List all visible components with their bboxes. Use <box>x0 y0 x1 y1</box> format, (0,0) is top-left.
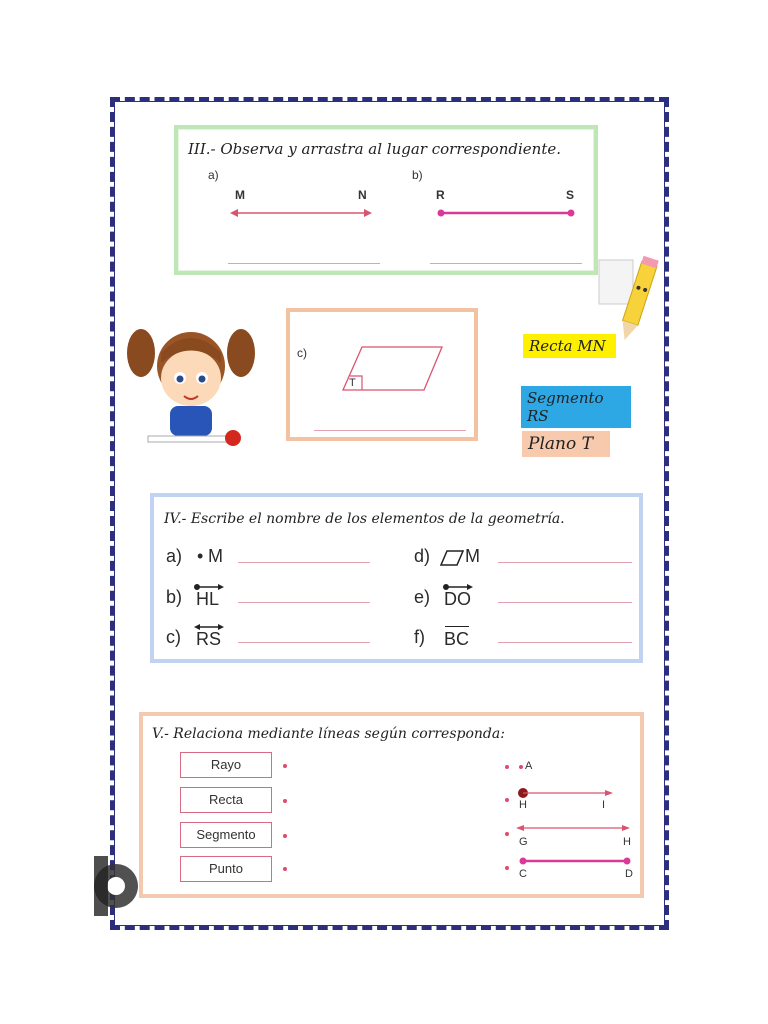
left-dot-1[interactable] <box>283 764 287 768</box>
fig-label-c: C <box>519 868 527 880</box>
segment-cd-figure <box>518 855 632 867</box>
chip-recta-mn[interactable]: Recta MN <box>523 334 616 358</box>
label-b: b) <box>412 168 423 182</box>
item-d-symbol: M <box>465 546 480 566</box>
answer-line-iv-c[interactable] <box>238 642 370 643</box>
chip-plano-t[interactable]: Plano T <box>522 431 610 457</box>
item-a-letter: a) <box>166 546 183 566</box>
fig-label-a: A <box>525 760 533 772</box>
option-rayo[interactable]: Rayo <box>180 752 272 778</box>
item-b-symbol: HL <box>196 589 220 609</box>
item-c-letter: c) <box>166 627 181 647</box>
item-f-symbol: BC <box>444 629 470 649</box>
option-recta[interactable]: Recta <box>180 787 272 813</box>
chip-segmento-rs[interactable]: Segmento RS <box>521 386 631 428</box>
label-s: S <box>566 188 575 202</box>
answer-line-iv-e[interactable] <box>498 602 632 603</box>
girl-illustration <box>126 318 256 450</box>
label-m: M <box>235 188 245 202</box>
right-dot-3[interactable] <box>505 832 509 836</box>
fig-label-d: D <box>625 868 633 880</box>
right-dot-1[interactable] <box>505 765 509 769</box>
label-t: T <box>349 377 356 389</box>
point-dot-icon: • <box>197 546 204 566</box>
left-dot-4[interactable] <box>283 867 287 871</box>
option-punto[interactable]: Punto <box>180 856 272 882</box>
section-5-title: V.- Relaciona mediante líneas según corresponda: <box>152 726 505 742</box>
fig-label-h2: H <box>623 836 631 848</box>
answer-line-iv-a[interactable] <box>238 562 370 563</box>
item-b-letter: b) <box>166 587 183 607</box>
left-dot-3[interactable] <box>283 834 287 838</box>
option-segmento[interactable]: Segmento <box>180 822 272 848</box>
plane-icon <box>440 550 464 566</box>
item-f-letter: f) <box>414 627 425 647</box>
line-mn-figure <box>230 206 372 220</box>
right-dot-4[interactable] <box>505 866 509 870</box>
fig-label-h: H <box>519 799 527 811</box>
label-n: N <box>358 188 367 202</box>
left-dot-2[interactable] <box>283 799 287 803</box>
segment-bar-icon <box>445 626 469 627</box>
segment-rs-figure <box>436 206 576 220</box>
answer-line-iv-f[interactable] <box>498 642 632 643</box>
item-e-letter: e) <box>414 587 431 607</box>
item-d-letter: d) <box>414 546 431 566</box>
answer-line-a[interactable] <box>228 263 380 264</box>
point-a-figure <box>519 765 523 769</box>
label-c: c) <box>297 346 307 360</box>
fig-label-g: G <box>519 836 528 848</box>
label-a: a) <box>208 168 219 182</box>
ray-hi-figure <box>516 787 614 799</box>
label-r: R <box>436 188 445 202</box>
answer-line-iv-d[interactable] <box>498 562 632 563</box>
right-dot-2[interactable] <box>505 798 509 802</box>
answer-line-c[interactable] <box>314 430 466 431</box>
answer-line-iv-b[interactable] <box>238 602 370 603</box>
item-e-symbol: DO <box>444 589 471 609</box>
answer-line-b[interactable] <box>430 263 582 264</box>
watermark-logo-icon <box>94 856 144 916</box>
line-gh-figure <box>516 822 630 834</box>
item-a-symbol: M <box>208 546 223 566</box>
section-4-title: IV.- Escribe el nombre de los elementos de la geometría. <box>164 511 565 527</box>
item-c-symbol: RS <box>196 629 222 649</box>
section-3-title: III.- Observa y arrastra al lugar correspondiente. <box>188 140 561 158</box>
fig-label-i: I <box>602 799 606 811</box>
